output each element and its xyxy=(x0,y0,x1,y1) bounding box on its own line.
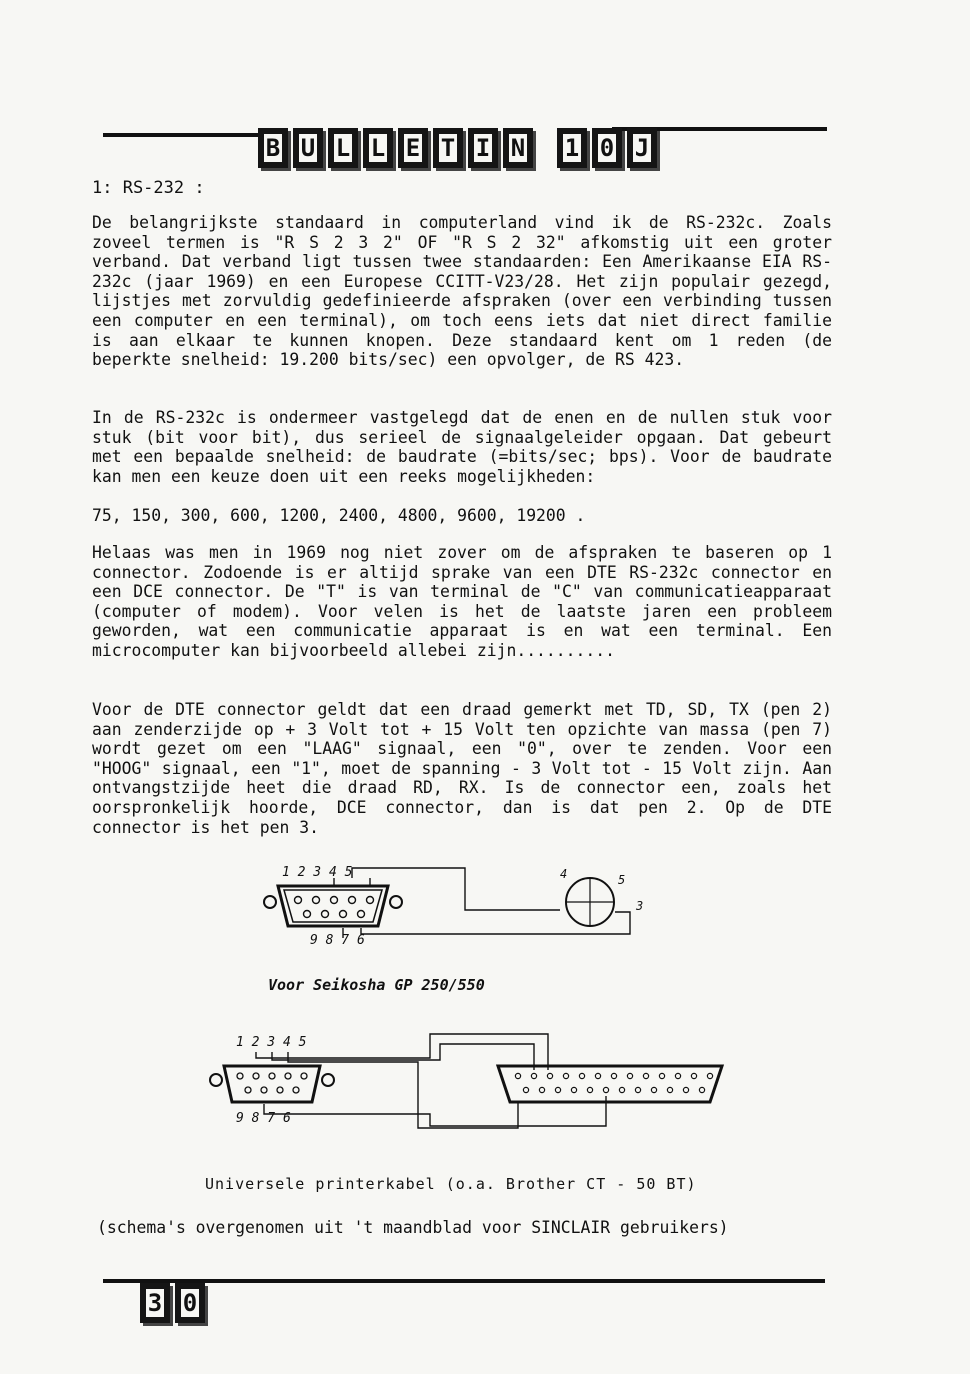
paragraph-intro: De belangrijkste standaard in computerland vind ik de RS-232c. Zoals zoveel termen is "R S 2 3 2" OF "R S 2 32" afkomstig uit een groter verband. Dat verband ligt tussen twee standaarden: Een Amerikaanse EIA RS-232c (jaar 1969) en een Europese CCITT-V23/28. Het zijn populair gezegd, lijstjes met zorvuldig gedefinieerde afspraken (over een verbinding tussen een computer en een terminal), om toch eens iets dat niet direct familie is aan elkaar te kunnen knopen. Deze standaard kent om 1 reden (de beperkte snelheid: 19.200 bits/sec) een opvolger, de RS 423. xyxy=(92,213,832,370)
db9-bottom-pin-labels: 9 8 7 6 xyxy=(310,933,365,948)
title-letter: L xyxy=(367,132,389,164)
db9-top-pin-labels: 1 2 3 4 5 xyxy=(282,865,353,880)
printer-cable-caption: Universele printerkabel (o.a. Brother CT - 50 BT) xyxy=(205,1175,697,1193)
page-number-digit: 0 xyxy=(179,1287,201,1319)
page-number xyxy=(140,1283,205,1323)
db9-top-pin-labels-2: 1 2 3 4 5 xyxy=(236,1035,307,1050)
title-number: 0 xyxy=(596,132,618,164)
section-heading: 1: RS-232 : xyxy=(92,178,205,198)
page-number-digit: 3 xyxy=(144,1287,166,1319)
title-letter: N xyxy=(507,132,529,164)
printer-cable-wiring-diagram xyxy=(208,1030,728,1130)
paragraph-dte: Voor de DTE connector geldt dat een draad gemerkt met TD, SD, TX (pen 2) aan zenderzijde op + 3 Volt tot + 15 Volt ten opzichte van massa (pen 7) wordt gezet om een "LAAG" signaal, een "0", over te zenden. Voor een "HOOG" signaal, een "1", moet de spanning - 3 Volt tot - 15 Volt zijn. Aan ontvangstzijde heet die draad RD, RX. Is de connector een, zoals het oorspronkelijk hoorde, DCE connector, dan is dat pen 2. Op de DTE connector is het pen 3. xyxy=(92,700,832,837)
db9-bottom-pin-labels-2: 9 8 7 6 xyxy=(236,1111,291,1126)
title-letter: U xyxy=(297,132,319,164)
din-pin-label: 4 xyxy=(560,867,568,881)
header-rule-left xyxy=(103,133,263,137)
footer-rule xyxy=(103,1279,825,1283)
paragraph-connector: Helaas was men in 1969 nog niet zover om de afspraken te baseren op 1 connector. Zodoende is er altijd sprake van een DTE RS-232c connector en een DCE connector. De "T" is van terminal de "C" van communicatieapparaat (computer of modem). Voor velen is het de laatste jaren een probleem geworden, wat een communicatie apparaat is en wat een terminal. Een microcomputer kan bijvoorbeeld allebei zijn.......... xyxy=(92,543,832,660)
title-letter: B xyxy=(262,132,284,164)
title-letter: I xyxy=(472,132,494,164)
title-number: 1 xyxy=(561,132,583,164)
title-letter: E xyxy=(402,132,424,164)
title-number: J xyxy=(631,132,653,164)
title-letter: T xyxy=(437,132,459,164)
bulletin-title xyxy=(258,128,657,168)
title-letter: L xyxy=(332,132,354,164)
din-pin-label: 5 xyxy=(618,873,626,887)
din-pin-label: 3 xyxy=(636,899,644,913)
baudrate-values: 75, 150, 300, 600, 1200, 2400, 4800, 9600, 19200 . xyxy=(92,506,586,525)
seikosha-caption: Voor Seikosha GP 250/550 xyxy=(268,976,485,994)
source-note: (schema's overgenomen uit 't maandblad voor SINCLAIR gebruikers) xyxy=(97,1218,729,1237)
paragraph-baudrate: In de RS-232c is ondermeer vastgelegd dat de enen en de nullen stuk voor stuk (bit voor bit), dus serieel de signaalgeleider opgaan. Dat gebeurt met een bepaalde snelheid: de baudrate (=bits/sec; bps). Voor de baudrate kan men een keuze doen uit een reeks mogelijkheden: xyxy=(92,408,832,486)
